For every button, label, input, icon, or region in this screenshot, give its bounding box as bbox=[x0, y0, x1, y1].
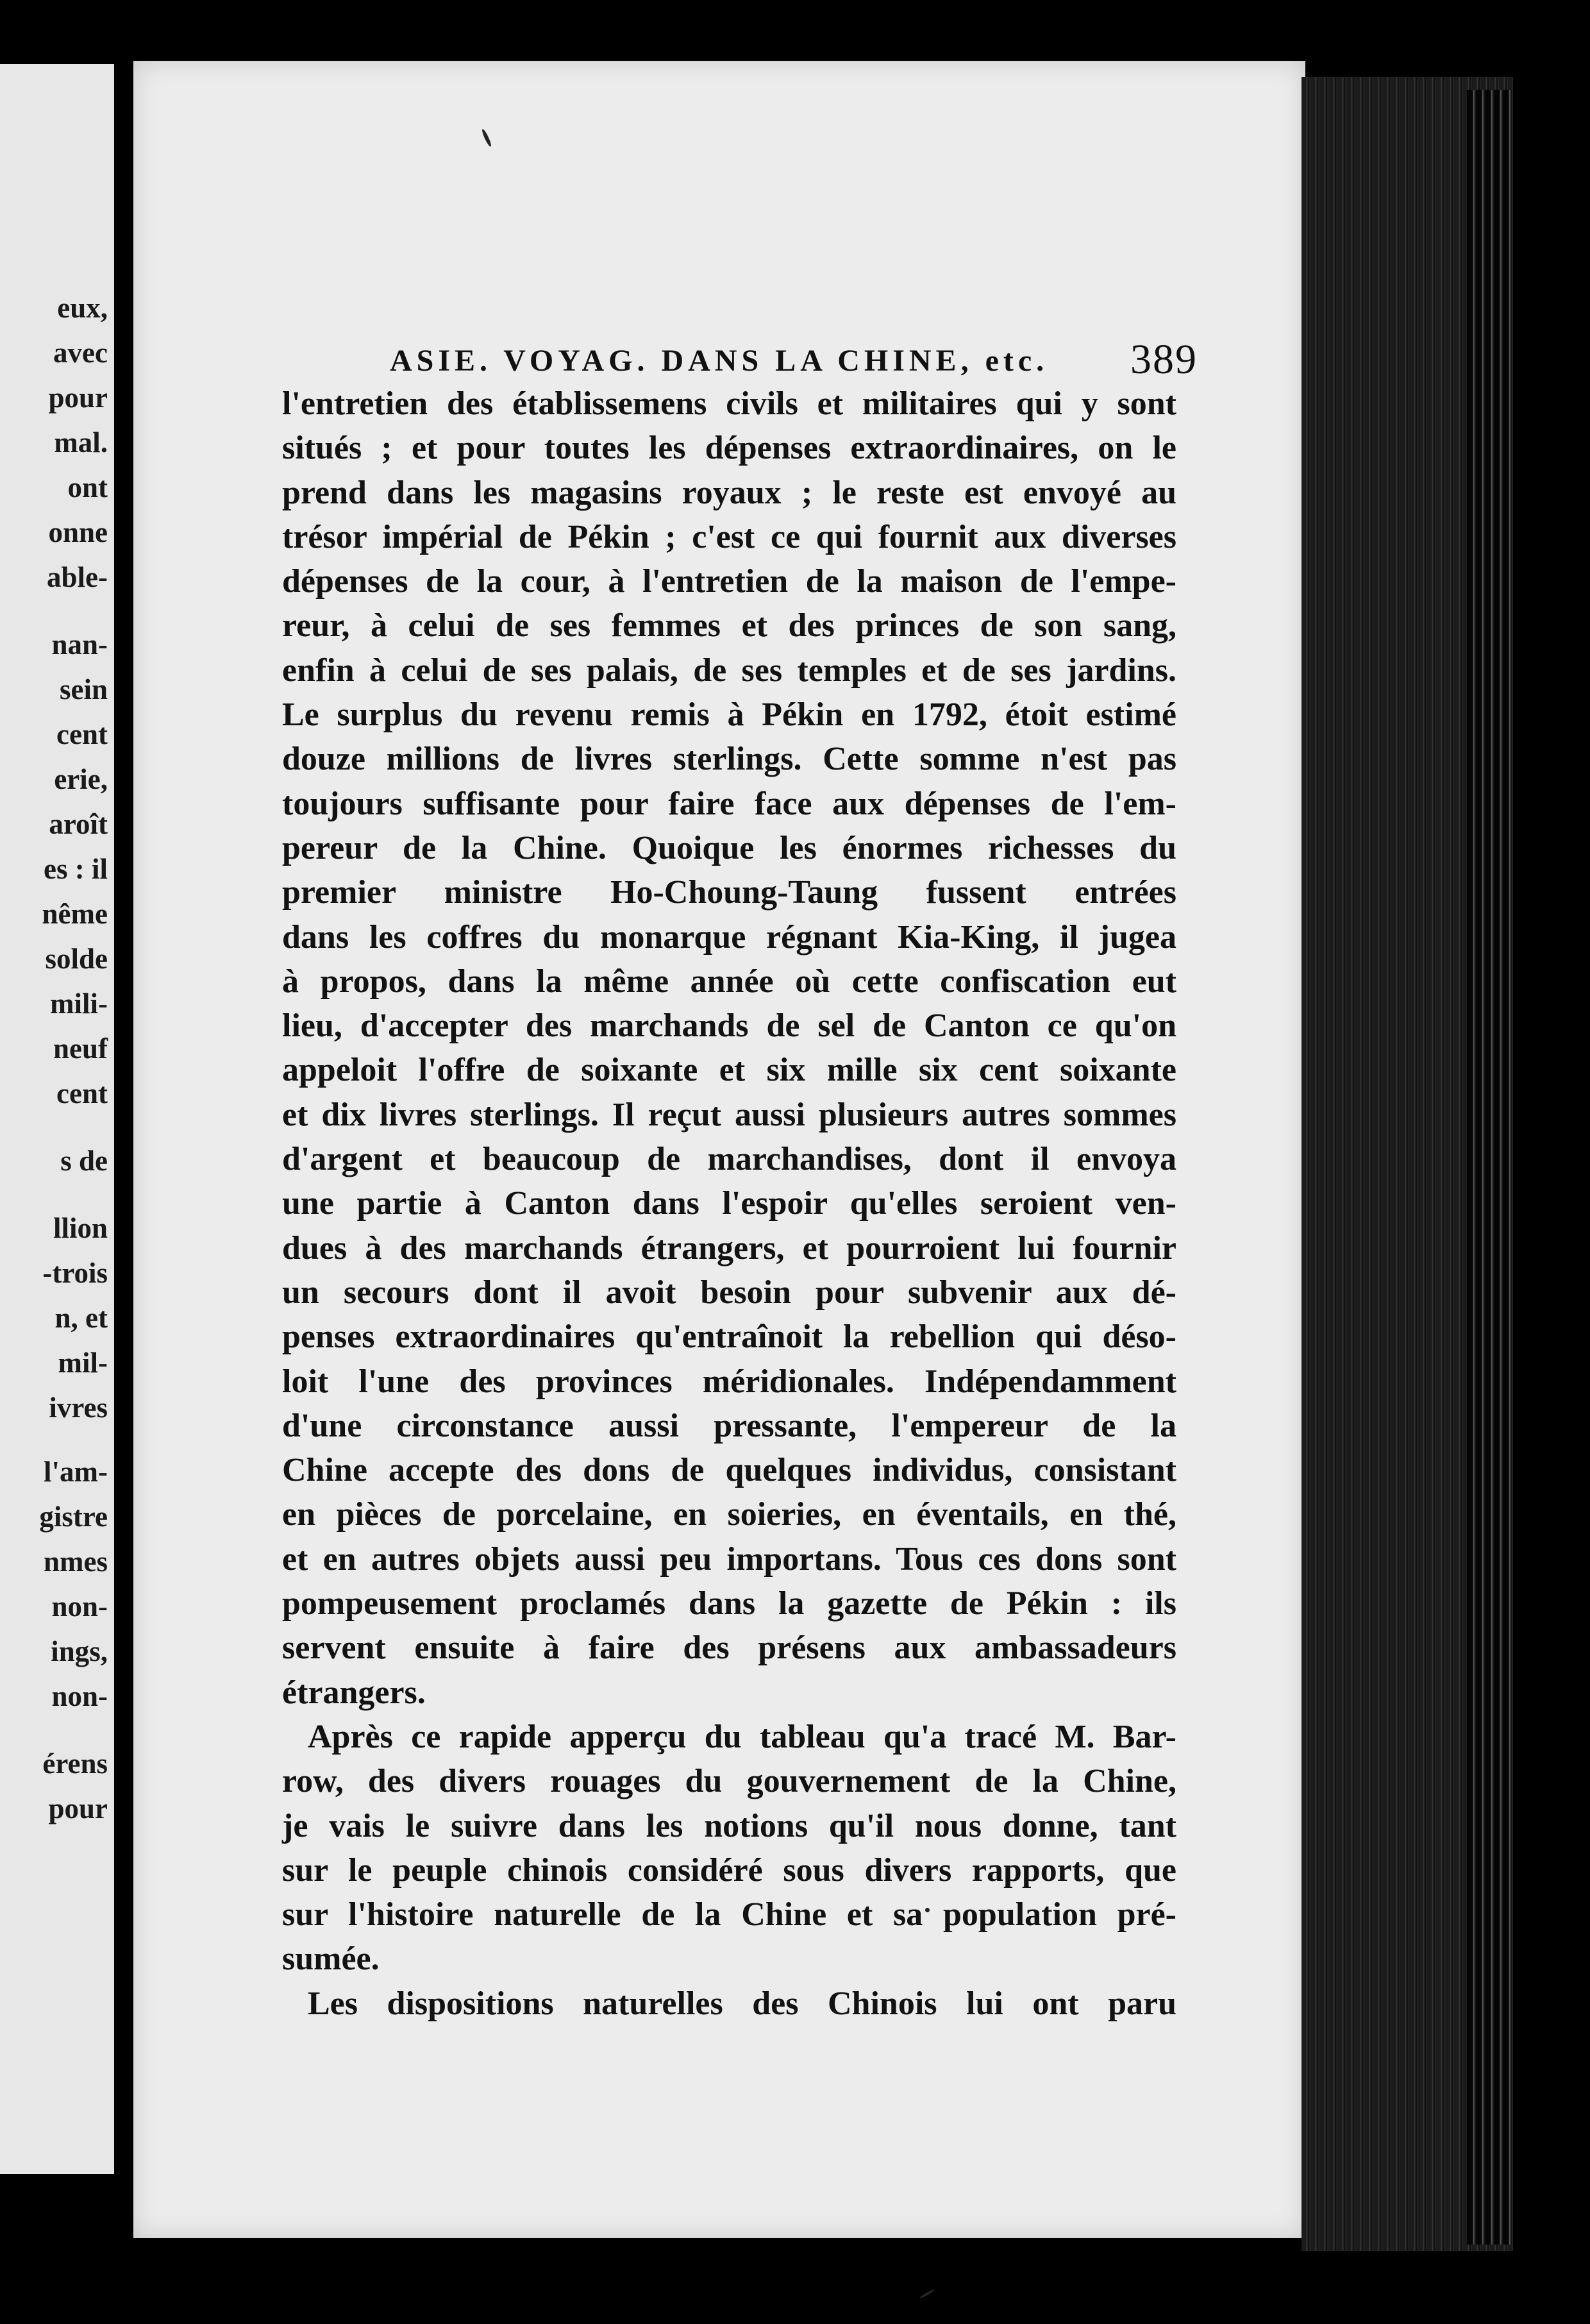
text-line: étrangers. bbox=[282, 1674, 426, 1711]
left-line: neuf bbox=[53, 1032, 108, 1065]
left-page-fragment bbox=[0, 64, 114, 2174]
ink-speck bbox=[481, 128, 492, 147]
left-line: gistre bbox=[39, 1501, 108, 1533]
text-line: et en autres objets aussi peu importans. Tous ces dons sont bbox=[282, 1540, 1176, 1578]
left-line: mil- bbox=[58, 1347, 108, 1379]
left-line: n, et bbox=[54, 1302, 108, 1334]
paragraph bbox=[282, 382, 1176, 1715]
left-line: l'am- bbox=[44, 1456, 108, 1488]
text-line: toujours suffisante pour faire face aux dépenses de l'em- bbox=[282, 785, 1176, 822]
ink-speck bbox=[919, 2289, 935, 2299]
left-line: ont bbox=[67, 471, 108, 503]
text-line: Le surplus du revenu remis à Pékin en 1792, étoit estimé bbox=[282, 696, 1176, 734]
left-line: es : il bbox=[44, 853, 108, 885]
page-fore-edge-outer bbox=[1467, 90, 1512, 2244]
left-line: aroît bbox=[49, 808, 108, 840]
text-line: Chine accepte des dons de quelques individus, consistant bbox=[282, 1452, 1176, 1489]
paragraph bbox=[282, 1982, 1176, 2026]
text-line: appeloit l'offre de soixante et six mille six cent soixante bbox=[282, 1052, 1176, 1089]
text-line: sumée. bbox=[282, 1941, 380, 1978]
left-line: pour bbox=[48, 382, 108, 414]
left-line: able- bbox=[47, 561, 108, 593]
left-line: mili- bbox=[50, 988, 108, 1020]
left-line: eux, bbox=[57, 292, 108, 324]
left-line: non- bbox=[51, 1590, 108, 1622]
text-line: Les dispositions naturelles des Chinois lui ont paru bbox=[308, 1985, 1176, 2022]
left-line: ivres bbox=[49, 1392, 108, 1424]
left-line: solde bbox=[45, 943, 108, 975]
text-line: servent ensuite à faire des présens aux ambassadeurs bbox=[282, 1629, 1176, 1667]
text-line: pompeusement proclamés dans la gazette de Pékin : ils bbox=[282, 1585, 1176, 1622]
text-line: d'une circonstance aussi pressante, l'empereur de la bbox=[282, 1407, 1176, 1444]
left-line: pour bbox=[48, 1792, 108, 1824]
text-line: un secours dont il avoit besoin pour subvenir aux dé- bbox=[282, 1274, 1176, 1311]
text-line: situés ; et pour toutes les dépenses extraordinaires, on le bbox=[282, 430, 1176, 467]
left-page-line-endings bbox=[0, 285, 108, 1831]
left-line: érens bbox=[42, 1747, 108, 1780]
left-line: s de bbox=[60, 1145, 108, 1177]
text-line: d'argent et beaucoup de marchandises, dont il envoya bbox=[282, 1141, 1176, 1178]
text-line: douze millions de livres sterlings. Cette somme n'est pas bbox=[282, 741, 1176, 778]
left-line: ings, bbox=[51, 1635, 108, 1667]
body-text bbox=[282, 382, 1176, 2026]
text-line: loit l'une des provinces méridionales. Indépendamment bbox=[282, 1363, 1176, 1400]
text-line: sur le peuple chinois considéré sous divers rapports, que bbox=[282, 1851, 1176, 1889]
left-line: mal. bbox=[54, 426, 108, 459]
left-line: cent bbox=[56, 718, 108, 750]
text-line: enfin à celui de ses palais, de ses temples et de ses jardins. bbox=[282, 652, 1176, 689]
page-number: 389 bbox=[1130, 336, 1198, 383]
text-line: lieu, d'accepter des marchands de sel de Canton ce qu'on bbox=[282, 1007, 1176, 1045]
text-line: à propos, dans la même année où cette confiscation eut bbox=[282, 963, 1176, 1000]
paragraph bbox=[282, 1715, 1176, 1982]
left-line: sein bbox=[59, 673, 108, 705]
running-head: ASIE. VOYAG. DANS LA CHINE, etc. bbox=[390, 344, 1049, 378]
left-line: nan- bbox=[51, 628, 108, 661]
left-line: nême bbox=[42, 898, 108, 930]
text-line: pereur de la Chine. Quoique les énormes richesses du bbox=[282, 829, 1176, 866]
text-line: dans les coffres du monarque régnant Kia-King, il jugea bbox=[282, 918, 1176, 956]
left-line: onne bbox=[48, 516, 108, 548]
book-page bbox=[133, 61, 1305, 2238]
text-line: et dix livres sterlings. Il reçut aussi plusieurs autres sommes bbox=[282, 1096, 1176, 1133]
text-line: penses extraordinaires qu'entraînoit la rebellion qui déso- bbox=[282, 1318, 1176, 1356]
left-line: non- bbox=[51, 1680, 108, 1712]
left-line: avec bbox=[53, 337, 108, 369]
text-line: une partie à Canton dans l'espoir qu'elles seroient ven- bbox=[282, 1185, 1176, 1222]
text-line: trésor impérial de Pékin ; c'est ce qui fournit aux diverses bbox=[282, 518, 1176, 555]
text-line: sur l'histoire naturelle de la Chine et sa population pré- bbox=[282, 1896, 1176, 1933]
left-line: nmes bbox=[44, 1545, 108, 1578]
text-line: dues à des marchands étrangers, et pourroient lui fournir bbox=[282, 1229, 1176, 1267]
left-line: erie, bbox=[54, 763, 108, 795]
left-line: -trois bbox=[42, 1257, 108, 1289]
text-line: dépenses de la cour, à l'entretien de la maison de l'empe- bbox=[282, 563, 1176, 600]
text-line: row, des divers rouages du gouvernement de la Chine, bbox=[282, 1763, 1176, 1800]
text-line: reur, à celui de ses femmes et des princes de son sang, bbox=[282, 607, 1176, 644]
text-line: je vais le suivre dans les notions qu'il nous donne, tant bbox=[282, 1807, 1176, 1844]
left-line: cent bbox=[56, 1077, 108, 1109]
text-line: premier ministre Ho-Choung-Taung fussent entrées bbox=[282, 874, 1176, 911]
text-line: en pièces de porcelaine, en soieries, en éventails, en thé, bbox=[282, 1496, 1176, 1533]
text-line: prend dans les magasins royaux ; le reste est envoyé au bbox=[282, 474, 1176, 511]
left-line: llion bbox=[53, 1212, 108, 1244]
text-line: l'entretien des établissemens civils et militaires qui y sont bbox=[282, 385, 1176, 422]
text-line: Après ce rapide apperçu du tableau qu'a tracé M. Bar- bbox=[308, 1718, 1176, 1755]
